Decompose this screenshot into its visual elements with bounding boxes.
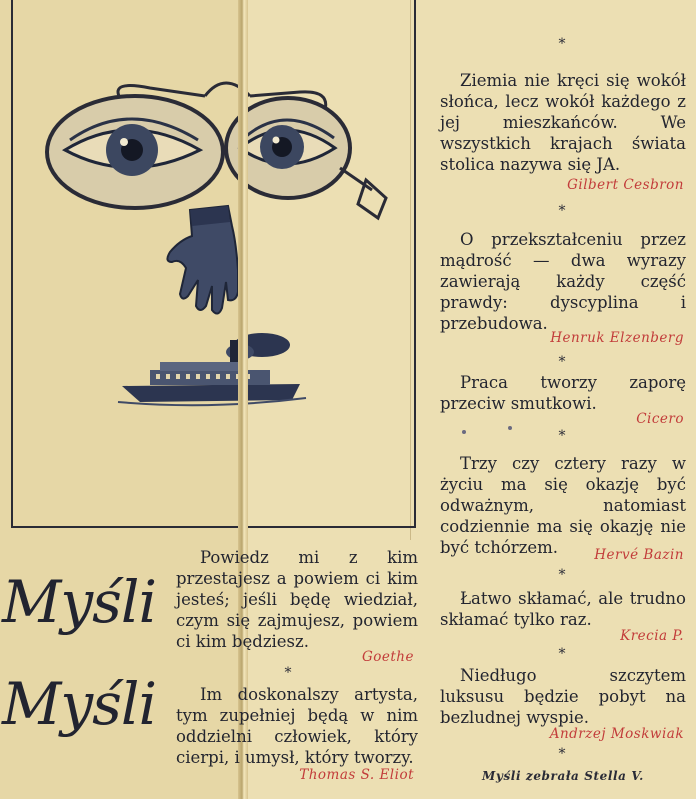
face-illustration — [0, 0, 420, 530]
quote-text: Im doskonalszy artysta, tym zupełniej będą w nim oddzielni człowiek, który cierpi, i umysł, który tworzy. — [176, 685, 418, 767]
separator-star: * — [558, 567, 566, 583]
separator-star: * — [558, 354, 566, 370]
section-title-script: Myśli — [2, 568, 157, 636]
separator-star: * — [558, 36, 566, 52]
separator-star: * — [284, 665, 292, 681]
quote-text: Niedługo szczytem luksusu będzie pobyt na bezludnej wyspie. — [440, 666, 686, 727]
quote-author: Hervé Bazin — [594, 547, 684, 563]
separator-star: * — [558, 746, 566, 762]
ink-spot — [508, 426, 512, 430]
hand-nose-icon — [167, 206, 238, 314]
quote-text: Łatwo skłamać, ale trudno skłamać tylko raz. — [440, 589, 686, 629]
quote-text: Praca tworzy zaporę przeciw smutkowi. — [440, 373, 686, 413]
steamship-mouth-icon — [118, 333, 306, 405]
quote-text: Trzy czy cztery razy w życiu ma się okazję być odważnym, natomiast codziennie ma się okazję nie być tchórzem. — [440, 454, 686, 557]
quote-author: Gilbert Cesbron — [567, 177, 684, 193]
quote-author: Andrzej Moskwiak — [549, 726, 684, 742]
quote-author: Cicero — [636, 411, 684, 427]
separator-star: * — [558, 428, 566, 444]
quote-author: Krecia P. — [620, 628, 684, 644]
collection-credit: Myśli zebrała Stella V. — [482, 769, 644, 783]
quote-text: O przekształceniu przez mądrość — dwa wyrazy zawierają każdy część prawdy: dyscyplina i przebudowa. — [440, 230, 686, 333]
quote-author: Goethe — [361, 649, 414, 665]
page-fold — [238, 0, 248, 799]
separator-star: * — [558, 646, 566, 662]
ink-spot — [462, 430, 466, 434]
section-title-script-repeat: Myśli — [2, 670, 157, 738]
quote-text: Powiedz mi z kim przestajesz a powiem ci kim jesteś; jeśli będę wiedział, czym się zajmujesz, powiem ci kim będziesz. — [176, 548, 418, 651]
separator-star: * — [558, 203, 566, 219]
quote-text: Ziemia nie kręci się wokół słońca, lecz wokół każdego z jej mieszkańców. We wszystkich krajach świata stolica nazywa się JA. — [440, 71, 686, 174]
quote-author: Thomas S. Eliot — [299, 767, 414, 783]
quote-author: Henruk Elzenberg — [550, 330, 684, 346]
pince-nez-eyes-icon — [47, 83, 386, 218]
